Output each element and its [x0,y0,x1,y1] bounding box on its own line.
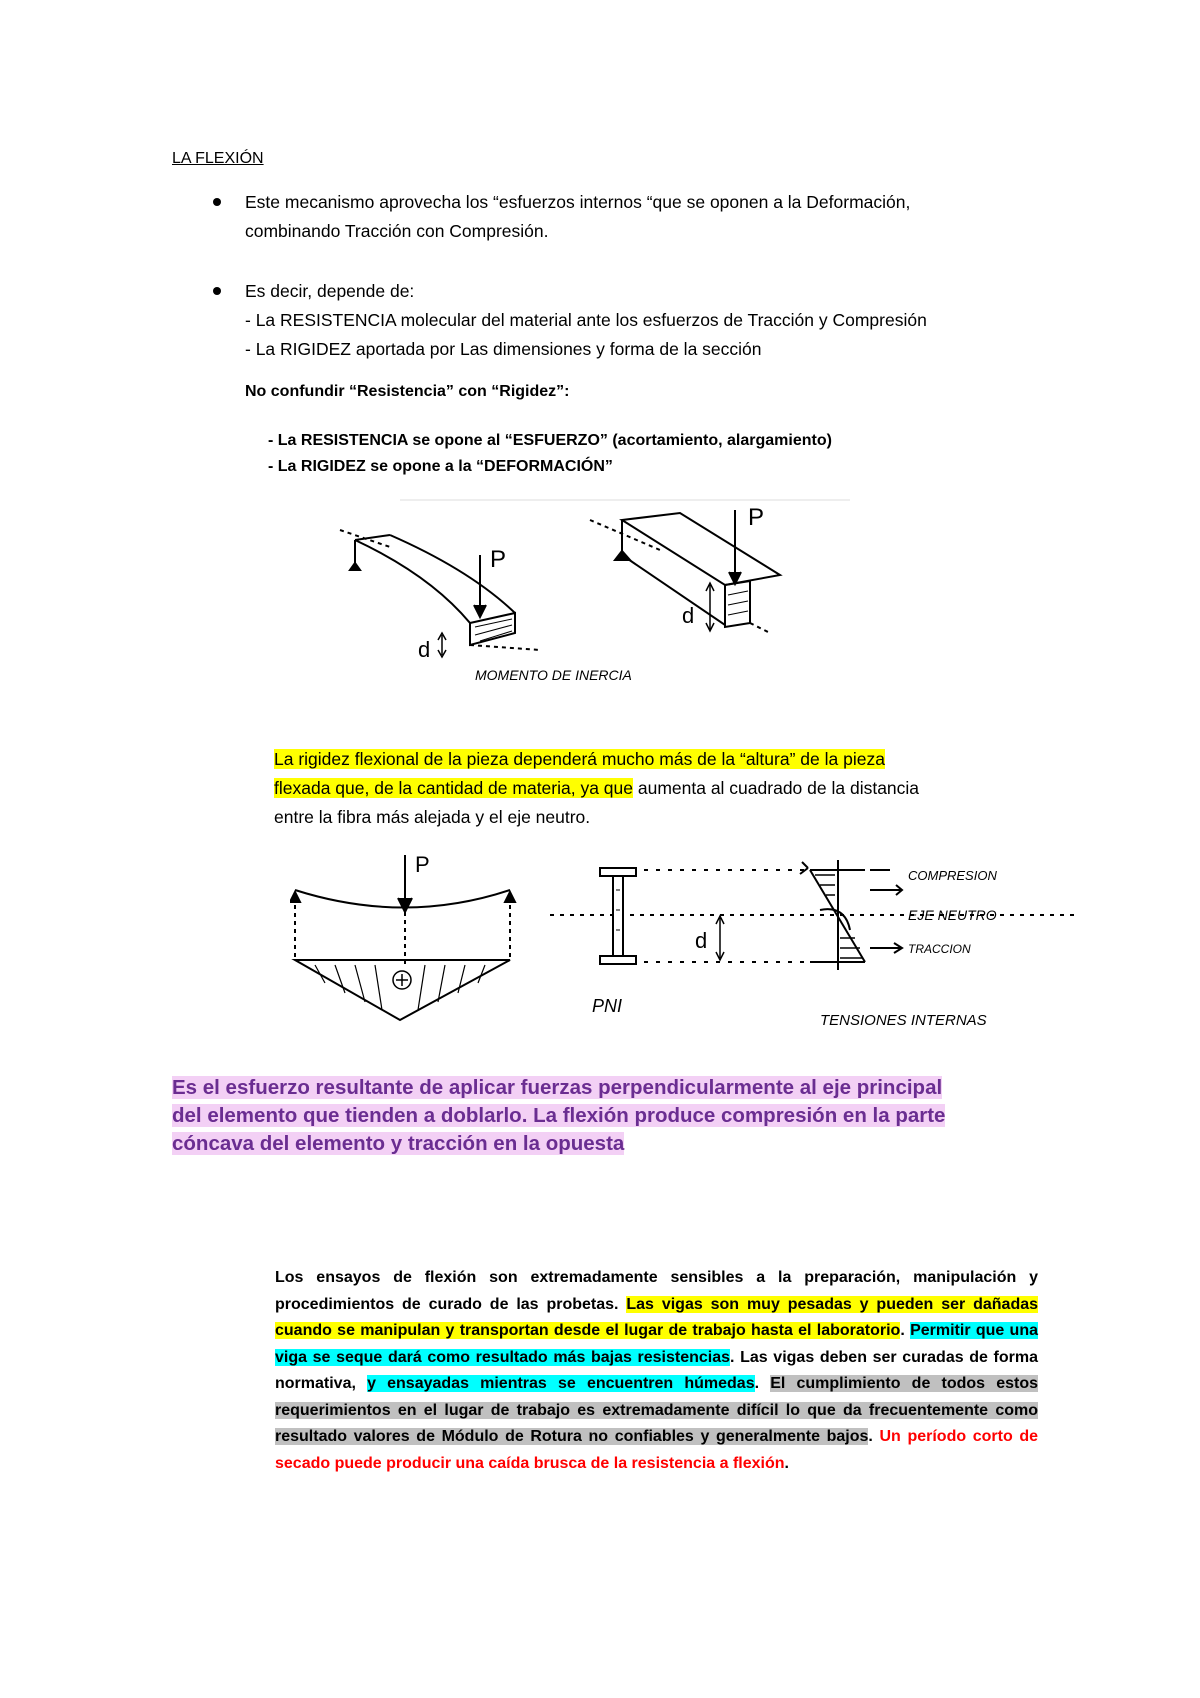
bullet-2-line-3: - La RIGIDEZ aportada por Las dimensiones y forma de la sección [245,339,762,359]
ensayos-sentence-3: Permitir que una viga se seque dará como resultado más bajas resistencias [275,1322,1039,1366]
bullet-2 [245,277,1045,364]
bullet-1-line-1: Este mecanismo aprovecha los “esfuerzos internos “que se oponen a la Deformación, [245,192,911,212]
load-label-p: P [415,852,430,877]
definition-block [172,1074,1012,1158]
ensayos-sentence-4: y ensayadas mientras se encuentren húmedas [367,1375,755,1392]
ensayos-paragraph [275,1265,1038,1477]
rigidez-paragraph [274,745,1054,832]
load-label-p: P [748,504,765,531]
moment-of-inertia-figure [330,495,850,690]
ensayos-sentence-3-end: . Las vigas deben ser curadas de forma normativa, [275,1348,1039,1392]
bent-beam-drawing [340,530,540,657]
ensayos-sentence-2: Las vigas son muy pesadas y pueden ser dañadas cuando se manipulan y transportan desde el lugar de trabajo hasta el laboratorio [275,1295,1039,1339]
ensayos-punct: . [784,1454,789,1472]
no-confundir-item-2: - La RIGIDEZ se opone a la “DEFORMACIÓN” [268,458,613,475]
traccion-label: TRACCION [908,942,971,956]
ensayos-sentence-5: El cumplimiento de todos estos requerimientos en el lugar de trabajo es extremadamente difícil lo que da frecuentemente como resultado valores de Módulo de Rotura no confiables y generalmente bajos [275,1375,1039,1445]
bullet-1 [245,188,1045,246]
definition-line-2: del elemento que tienden a doblarlo. La flexión produce compresión en la parte [172,1104,946,1127]
rigidez-highlight-2: flexada que, de la cantidad de materia, ya que [274,778,633,798]
ensayos-punct: . [900,1322,911,1339]
internal-stresses-figure [290,850,1080,1050]
ensayos-punct: . [868,1428,880,1445]
i-beam-drawing [550,868,1080,964]
rigidez-text-3: entre la fibra más alejada y el eje neutro. [274,807,591,827]
ensayos-punct: . [754,1375,771,1392]
loaded-beam-drawing [290,855,515,1020]
eje-neutro-label: EJE NEUTRO [908,907,997,923]
definition-line-1: Es el esfuerzo resultante de aplicar fuerzas perpendicularmente al eje principal [172,1076,943,1099]
load-label-p: P [490,546,507,573]
compresion-label: COMPRESION [908,868,997,883]
depth-label-d: d [418,637,431,662]
ensayos-sentence-6: Un período corto de secado puede producir una caída brusca de la resistencia a flexión [275,1428,1039,1472]
pni-label: PNI [592,996,623,1016]
bullet-icon [213,287,221,295]
bullet-2-line-1: Es decir, depende de: [245,281,415,301]
no-confundir-item-1: - La RESISTENCIA se opone al “ESFUERZO” (acortamiento, alargamiento) [268,432,832,449]
depth-label-d: d [682,603,695,628]
rigidez-text-2: aumenta al cuadrado de la distancia [633,778,920,798]
figure-1-caption: MOMENTO DE INERCIA [475,667,632,683]
ensayos-sentence-1: Los ensayos de flexión son extremadamente sensibles a la preparación, manipulación y procedimientos de curado de las probetas. [275,1269,1038,1313]
bullet-icon [213,198,221,206]
depth-label-d: d [695,928,708,953]
no-confundir-list [268,428,832,480]
page-title: LA FLEXIÓN [172,150,264,167]
definition-line-3: cóncava del elemento y tracción en la opuesta [172,1132,625,1155]
rigidez-highlight-1: La rigidez flexional de la pieza dependerá mucho más de la “altura” de la pieza [274,749,885,769]
no-confundir-heading: No confundir “Resistencia” con “Rigidez”: [245,383,570,400]
bullet-1-line-2: combinando Tracción con Compresión. [245,221,549,241]
figure-2-caption: TENSIONES INTERNAS [820,1012,987,1029]
bullet-2-line-2: - La RESISTENCIA molecular del material ante los esfuerzos de Tracción y Compresión [245,310,927,330]
